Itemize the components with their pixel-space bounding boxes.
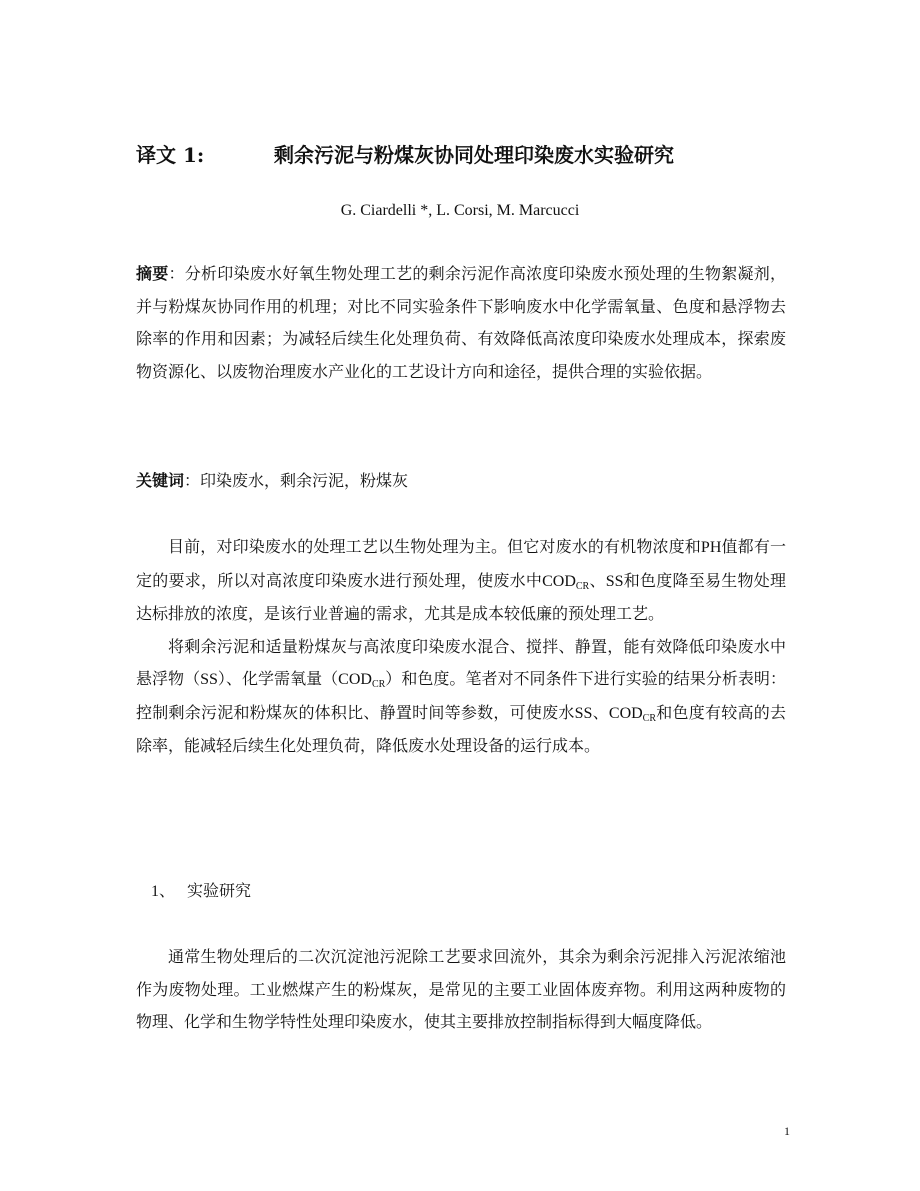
para2-text-b: ）、化学需氧量（	[217, 669, 339, 688]
para1-text-d: 和色度降至易生物处理达标排放的浓度，是该行业普遍的需求，尤其是成本较低廉的预处理工艺。	[136, 570, 786, 623]
para2-ss-2: SS	[574, 704, 593, 722]
abstract-label: 摘要	[136, 264, 169, 283]
para2-text-c: ）和色度。笔者对不同条件下进行实验的结果分析表明：控制剩余污泥和粉煤灰的体积比、静置时间等参数，可使废水	[136, 669, 786, 722]
author-line: G. Ciardelli *, L. Corsi, M. Marcucci	[340, 202, 580, 219]
title-text: 剩余污泥与粉煤灰协同处理印染废水实验研究	[274, 143, 674, 167]
para2-cod-subscript-1: CR	[371, 679, 386, 690]
page-number: 1	[784, 1124, 790, 1138]
para1-cod-subscript: CR	[575, 580, 590, 592]
para2-text-e: 和色度有较高的去除率，能减轻后续生化处理负荷，降低废水处理设备的运行成本。	[136, 702, 786, 755]
para1-text-c: 、	[589, 570, 606, 590]
para1-text-a: 目前，对印染废水的处理工艺以生物处理为主。但它对废水的有机物浓度和	[168, 537, 701, 556]
body-paragraph-1	[136, 531, 786, 631]
keywords-separator: ：	[184, 471, 201, 490]
para1-cod: COD	[542, 572, 576, 590]
experiment-section	[136, 941, 786, 1039]
section-heading-1	[151, 878, 251, 901]
keywords-line	[136, 465, 786, 498]
keywords-label: 关键词	[136, 471, 185, 490]
para1-text-b: 值都有一定的要求，所以对高浓度印染废水进行预处理，使废水中	[136, 537, 786, 590]
abstract-separator: ：	[168, 264, 185, 283]
intro-section	[136, 531, 786, 763]
para2-cod-subscript-2: CR	[642, 712, 657, 724]
para2-cod-1: COD	[338, 671, 372, 688]
keywords-text: 印染废水，剩余污泥，粉煤灰	[200, 471, 409, 490]
section-number: 1、	[151, 883, 176, 900]
para2-text-a: 将剩余污泥和适量粉煤灰与高浓度印染废水混合、搅拌、静置，能有效降低印染废水中悬浮物（	[136, 636, 786, 688]
abstract-text: 分析印染废水好氧生物处理工艺的剩余污泥作高浓度印染废水预处理的生物絮凝剂，并与粉煤灰协同作用的机理；对比不同实验条件下影响废水中化学需氧量、色度和悬浮物去除率的作用和因素；为减轻后续生化处理负荷、有效降低高浓度印染废水处理成本，探索废物资源化、以废物治理废水产业化的工艺设计方向和途径，提供合理的实验依据。	[136, 264, 786, 381]
para1-ss: SS	[605, 572, 624, 590]
abstract-paragraph	[136, 258, 786, 388]
para2-text-d: 、	[592, 702, 609, 722]
para2-cod-2: COD	[608, 704, 643, 722]
section-title: 实验研究	[187, 881, 252, 900]
body-paragraph-3: 通常生物处理后的二次沉淀池污泥除工艺要求回流外，其余为剩余污泥排入污泥浓缩池作为废物处理。工业燃煤产生的粉煤灰，是常见的主要工业固体废弃物。利用这两种废物的物理、化学和生物学特性处理印染废水，使其主要排放控制指标得到大幅度降低。	[136, 947, 786, 1031]
title-label: 译文 1:	[136, 143, 205, 167]
para2-ss-1: SS	[200, 671, 218, 688]
body-paragraph-2	[136, 631, 786, 763]
para1-ph: PH	[700, 539, 722, 556]
